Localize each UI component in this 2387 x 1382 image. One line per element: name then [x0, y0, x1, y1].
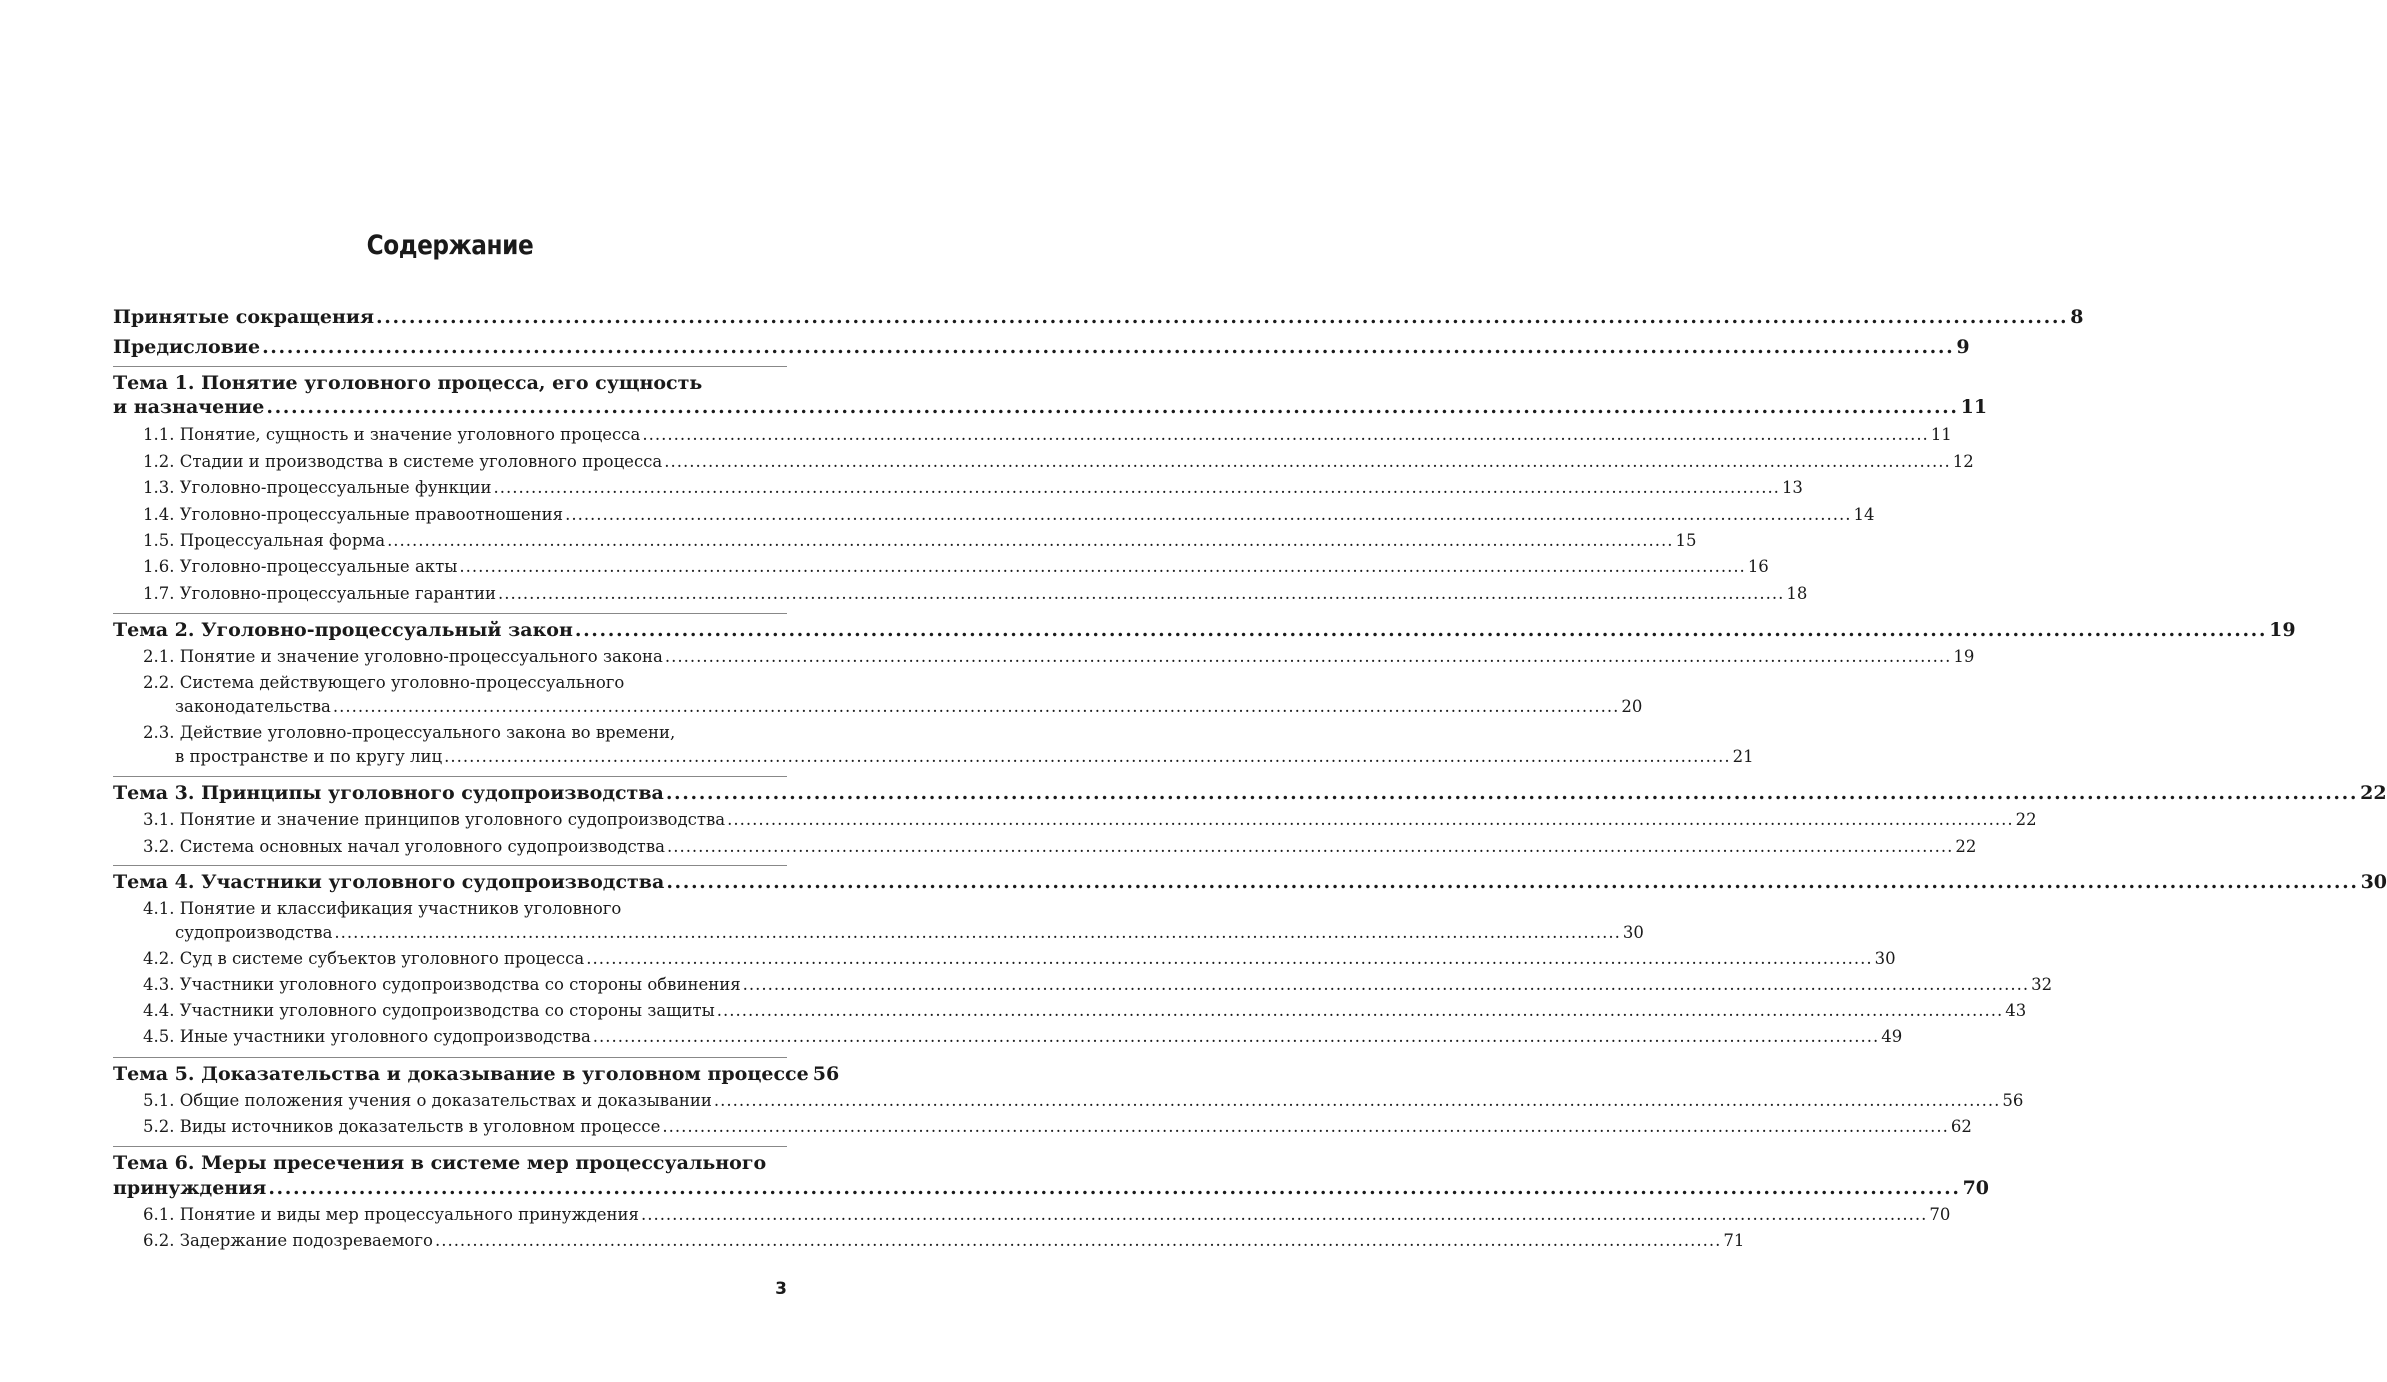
toc-entry-title: 1.5. Процессуальная форма — [143, 531, 386, 550]
toc-entry-title: и назначение — [113, 396, 265, 418]
toc-page-number: 20 — [1621, 697, 1643, 716]
toc-page-number: 18 — [1786, 584, 1808, 603]
toc-page-number: 9 — [1956, 336, 1970, 358]
toc-entry-6-2[interactable] — [143, 1231, 1745, 1250]
toc-entry-title: 3.2. Система основных начал уголовного судопроизводства — [143, 837, 665, 856]
toc-entry-title: 5.2. Виды источников доказательств в уголовном процессе — [143, 1117, 661, 1136]
toc-page-number: 11 — [1960, 396, 1988, 418]
toc-page-number: 13 — [1781, 478, 1803, 497]
toc-page-number: 12 — [1952, 452, 1974, 471]
toc-entry-title: принуждения — [113, 1177, 267, 1199]
toc-entry-title: 5.1. Общие положения учения о доказательствах и доказывании — [143, 1091, 712, 1110]
toc-entry-6-1[interactable] — [143, 1205, 1951, 1224]
toc-topic-1-line1[interactable]: Тема 1. Понятие уголовного процесса, его сущность — [113, 372, 703, 394]
toc-entry-title: 4.3. Участники уголовного судопроизводства со стороны обвинения — [143, 975, 741, 994]
page-title: Содержание — [366, 230, 534, 262]
toc-page-number: 22 — [2360, 782, 2387, 804]
page-number: 3 — [775, 1279, 787, 1299]
toc-entry-4-1[interactable] — [175, 923, 1644, 942]
toc-entry-4-3[interactable] — [143, 975, 2053, 994]
toc-page-number: 32 — [2031, 975, 2053, 994]
toc-entry-2-2[interactable] — [175, 697, 1643, 716]
toc-topic-2[interactable] — [113, 619, 2296, 641]
toc-entry-title: законодательства — [175, 697, 331, 716]
divider — [113, 613, 787, 614]
toc-entry-title: Предисловие — [113, 336, 261, 358]
toc-entry-title: 6.1. Понятие и виды мер процессуального принуждения — [143, 1205, 639, 1224]
toc-entry-title: 1.4. Уголовно-процессуальные правоотношения — [143, 505, 564, 524]
toc-entry-title: 1.2. Стадии и производства в системе уголовного процесса — [143, 452, 663, 471]
toc-entry-title: Тема 3. Принципы уголовного судопроизводства — [113, 782, 664, 804]
toc-entry-title: 3.1. Понятие и значение принципов уголовного судопроизводства — [143, 810, 726, 829]
toc-entry-3-1[interactable] — [143, 810, 2037, 829]
toc-entry-4-1-line1[interactable]: 4.1. Понятие и классификация участников уголовного — [143, 899, 622, 918]
toc-entry-2-2-line1[interactable]: 2.2. Система действующего уголовно-процессуального — [143, 673, 625, 692]
toc-page-number: 70 — [1929, 1205, 1951, 1224]
toc-entry-2-1[interactable] — [143, 647, 1975, 666]
toc-entry-title: 1.1. Понятие, сущность и значение уголовного процесса — [143, 425, 641, 444]
toc-entry-title: 2.1. Понятие и значение уголовно-процессуального закона — [143, 647, 663, 666]
toc-entry-title: 4.2. Суд в системе субъектов уголовного процесса — [143, 949, 585, 968]
toc-entry-1-1[interactable] — [143, 425, 1952, 444]
toc-entry-preface[interactable] — [113, 336, 1970, 358]
toc-page-number: 43 — [2005, 1001, 2027, 1020]
toc-entry-2-3-line1[interactable]: 2.3. Действие уголовно-процессуального закона во времени, — [143, 723, 676, 742]
toc-entry-title: Тема 4. Участники уголовного судопроизводства — [113, 871, 665, 893]
toc-entry-title: 4.5. Иные участники уголовного судопроизводства — [143, 1027, 591, 1046]
toc-topic-6[interactable] — [113, 1177, 1990, 1199]
toc-entry-title: Тема 2. Уголовно-процессуальный закон — [113, 619, 573, 641]
toc-entry-5-1[interactable] — [143, 1091, 2024, 1110]
toc-page-number: 19 — [2269, 619, 2296, 641]
toc-topic-1[interactable] — [113, 396, 1988, 418]
toc-entry-title: в пространстве и по кругу лиц — [175, 747, 443, 766]
toc-entry-1-7[interactable] — [143, 584, 1808, 603]
toc-entry-4-5[interactable] — [143, 1027, 1903, 1046]
toc-entry-title: 1.6. Уголовно-процессуальные акты — [143, 557, 458, 576]
toc-entry-2-3[interactable] — [175, 747, 1754, 766]
toc-entry-1-6[interactable] — [143, 557, 1769, 576]
divider — [113, 1057, 787, 1058]
divider — [113, 865, 787, 866]
toc-page-number: 19 — [1953, 647, 1975, 666]
toc-entry-1-4[interactable] — [143, 505, 1875, 524]
toc-entry-5-2[interactable] — [143, 1117, 1972, 1136]
toc-entry-1-2[interactable] — [143, 452, 1974, 471]
toc-topic-5[interactable] — [113, 1063, 840, 1085]
toc-page-number: 14 — [1853, 505, 1875, 524]
divider — [113, 776, 787, 777]
toc-page-number: 56 — [2002, 1091, 2024, 1110]
toc-entry-title: 4.4. Участники уголовного судопроизводства со стороны защиты — [143, 1001, 715, 1020]
toc-entry-3-2[interactable] — [143, 837, 1977, 856]
toc-page-number: 15 — [1675, 531, 1697, 550]
divider — [113, 1146, 787, 1147]
toc-entry-title: Тема 5. Доказательства и доказывание в уголовном процессе — [113, 1063, 809, 1085]
toc-topic-6-line1[interactable]: Тема 6. Меры пресечения в системе мер процессуального — [113, 1152, 767, 1174]
toc-page-number: 22 — [1955, 837, 1977, 856]
toc-entry-1-3[interactable] — [143, 478, 1803, 497]
divider — [113, 366, 787, 367]
toc-entry-title: 1.7. Уголовно-процессуальные гарантии — [143, 584, 496, 603]
toc-page-number: 30 — [1874, 949, 1896, 968]
toc-page-number: 30 — [1622, 923, 1644, 942]
toc-page-number: 30 — [2360, 871, 2387, 893]
toc-entry-1-5[interactable] — [143, 531, 1697, 550]
toc-page-number: 22 — [2015, 810, 2037, 829]
toc-entry-title: судопроизводства — [175, 923, 333, 942]
toc-entry-4-2[interactable] — [143, 949, 1896, 968]
toc-page-number: 62 — [1950, 1117, 1972, 1136]
toc-page-number: 70 — [1962, 1177, 1990, 1199]
toc-topic-4[interactable] — [113, 871, 2387, 893]
toc-entry-title: 1.3. Уголовно-процессуальные функции — [143, 478, 492, 497]
toc-entry-title: Принятые сокращения — [113, 306, 375, 328]
toc-entry-abbreviations[interactable] — [113, 306, 2084, 328]
toc-topic-3[interactable] — [113, 782, 2387, 804]
toc-page-number: 71 — [1723, 1231, 1745, 1250]
toc-page-number: 21 — [1732, 747, 1754, 766]
toc-page-number: 49 — [1881, 1027, 1903, 1046]
toc-page-number: 8 — [2070, 306, 2084, 328]
toc-entry-4-4[interactable] — [143, 1001, 2027, 1020]
toc-page-number: 56 — [812, 1063, 840, 1085]
toc-page-number: 11 — [1930, 425, 1952, 444]
toc-entry-title: 6.2. Задержание подозреваемого — [143, 1231, 433, 1250]
toc-page-number: 16 — [1747, 557, 1769, 576]
